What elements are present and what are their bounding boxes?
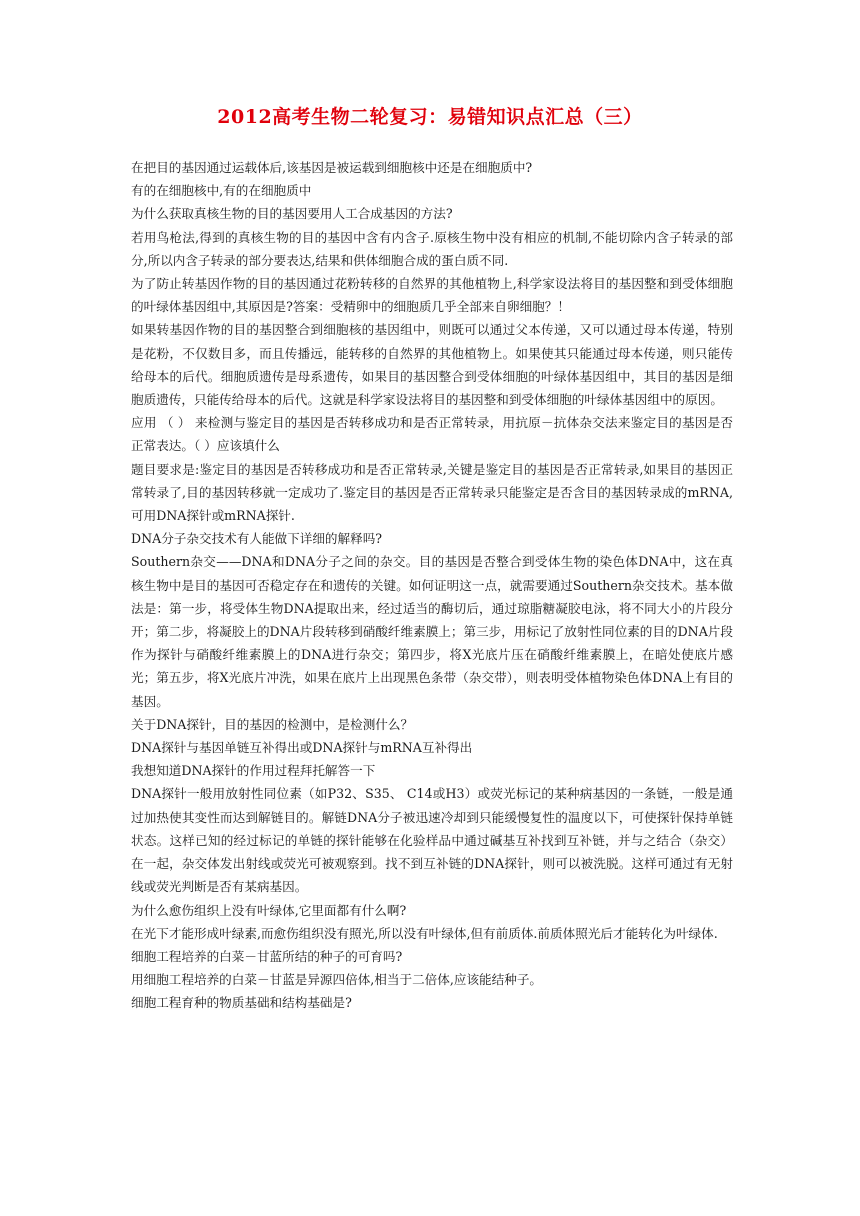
paragraph: DNA探针一般用放射性同位素（如P32、S35、 C14或H3）或荧光标记的某种病基因的一条链，一般是通过加热使其变性而达到解链目的。解链DNA分子被迅速冷却到只能缓慢复性的温度以下，可使探针保持单链状态。这样已知的经过标记的单链的探针能够在化验样品中通过碱基互补找到互补链，并与之结合（杂交）在一起，杂交体发出射线或荧光可被观察到。找不到互补链的DNA探针，则可以被洗脱。这样可通过有无射线或荧光判断是否有某病基因。 xyxy=(131,786,733,895)
paragraph: 细胞工程培养的白菜－甘蓝所结的种子的可育吗? xyxy=(131,948,403,964)
paragraph: 关于DNA探针，目的基因的检测中，是检测什么？ xyxy=(131,716,414,732)
paragraph: 在把目的基因通过运载体后,该基因是被运载到细胞核中还是在细胞质中? xyxy=(131,160,533,175)
paragraph: 应用 （ ） 来检测与鉴定目的基因是否转移成功和是否正常转录，用抗原－抗体杂交法来鉴定目的基因是否正常表达。（ ）应该填什么 xyxy=(131,415,733,454)
paragraph: 为什么获取真核生物的目的基因要用人工合成基因的方法? xyxy=(131,206,453,222)
document-body xyxy=(131,156,733,1015)
paragraph: 题目要求是:鉴定目的基因是否转移成功和是否正常转录,关键是鉴定目的基因是否正常转录,如果目的基因正常转录了,目的基因转移就一定成功了.鉴定目的基因是否正常转录只能鉴定是否含目的基因转录成的mRNA,可用DNA探针或mRNA探针. xyxy=(131,461,733,524)
paragraph: 细胞工程育种的物质基础和结构基础是? xyxy=(131,995,352,1011)
paragraph: 在光下才能形成叶绿素,而愈伤组织没有照光,所以没有叶绿体,但有前质体.前质体照光后才能转化为叶绿体. xyxy=(131,925,718,941)
paragraph: 为什么愈伤组织上没有叶绿体,它里面都有什么啊? xyxy=(131,902,407,918)
document-title: 2012高考生物二轮复习：易错知识点汇总（三） xyxy=(217,106,643,128)
paragraph: 用细胞工程培养的白菜－甘蓝是异源四倍体,相当于二倍体,应该能结种子。 xyxy=(131,972,543,988)
paragraph: 我想知道DNA探针的作用过程拜托解答一下 xyxy=(131,763,376,779)
paragraph: 为了防止转基因作物的目的基因通过花粉转移的自然界的其他植物上,科学家设法将目的基因整和到受体细胞的叶绿体基因组中,其原因是?答案：受精卵中的细胞质几乎全部来自卵细胞？！ xyxy=(131,276,733,315)
paragraph: Southern杂交——DNA和DNA分子之间的杂交。目的基因是否整合到受体生物的染色体DNA中，这在真核生物中是目的基因可否稳定存在和遗传的关键。如何证明这一点，就需要通过Southern杂交技术。基本做法是：第一步，将受体生物DNA提取出来，经过适当的酶切后，通过琼脂糖凝胶电泳，将不同大小的片段分开；第二步，将凝胶上的DNA片段转移到硝酸纤维素膜上；第三步，用标记了放射性同位素的目的DNA片段作为探针与硝酸纤维素膜上的DNA进行杂交；第四步，将X光底片压在硝酸纤维素膜上，在暗处使底片感光；第五步，将X光底片冲洗，如果在底片上出现黑色条带（杂交带），则表明受体植物染色体DNA上有目的基因。 xyxy=(131,554,733,709)
paragraph: 有的在细胞核中,有的在细胞质中 xyxy=(131,183,312,199)
paragraph: 如果转基因作物的目的基因整合到细胞核的基因组中，则既可以通过父本传递，又可以通过母本传递，特别是花粉，不仅数目多，而且传播远，能转移的自然界的其他植物上。如果使其只能通过母本传递，则只能传给母本的后代。细胞质遗传是母系遗传，如果目的基因整合到受体细胞的叶绿体基因组中，其目的基因是细胞质遗传，只能传给母本的后代。这就是科学家设法将目的基因整和到受体细胞的叶绿体基因组中的原因。 xyxy=(131,322,733,408)
paragraph: DNA探针与基因单链互补得出或DNA探针与mRNA互补得出 xyxy=(131,740,473,756)
paragraph: 若用鸟枪法,得到的真核生物的目的基因中含有内含子.原核生物中没有相应的机制,不能切除内含子转录的部分,所以内含子转录的部分要表达,结果和供体细胞合成的蛋白质不同. xyxy=(131,229,733,268)
paragraph: DNA分子杂交技术有人能做下详细的解释吗? xyxy=(131,531,383,547)
